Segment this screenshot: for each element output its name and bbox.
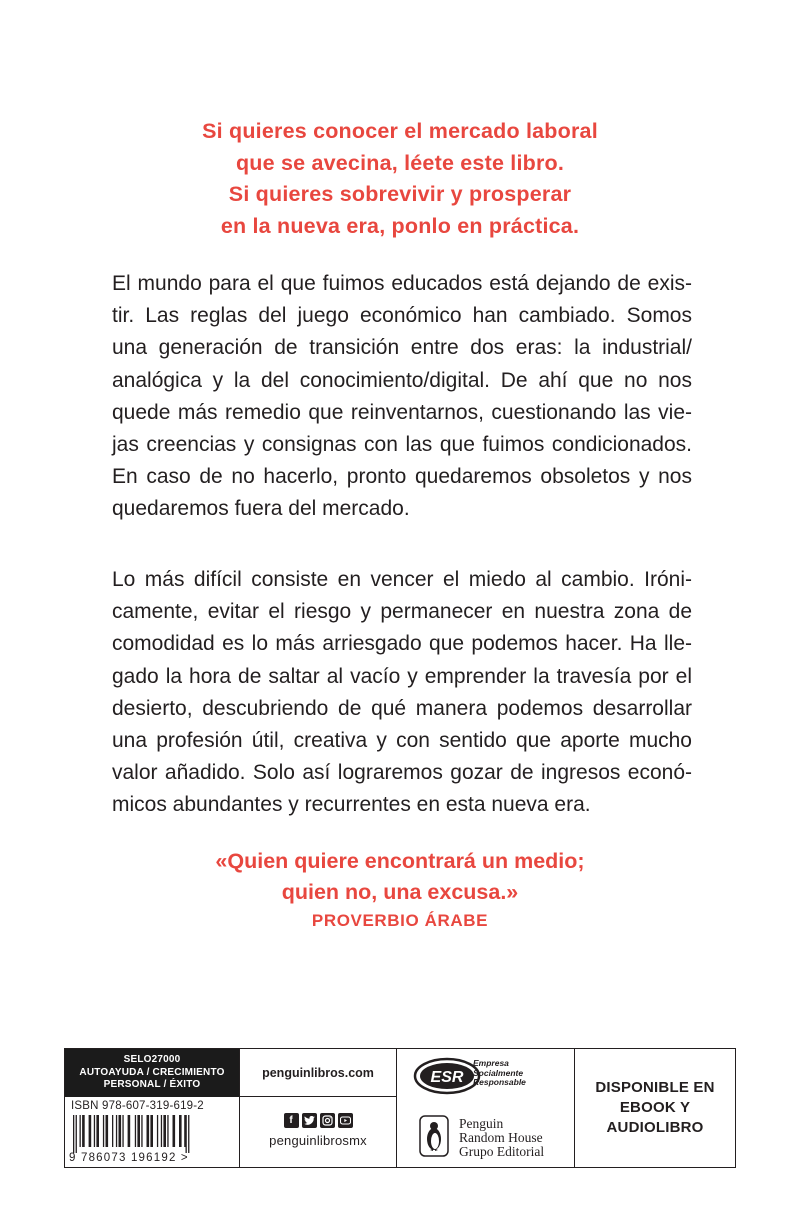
- publisher-name: [459, 1117, 544, 1159]
- sku-code: SELO27000: [123, 1054, 181, 1065]
- text-line: analógica y la del conocimiento/digital. De ahí que no nos: [112, 368, 692, 392]
- tagline-line: Si quieres conocer el mercado laboral: [202, 119, 598, 143]
- quote-author: PROVERBIO ÁRABE: [311, 911, 489, 930]
- tagline: [0, 116, 800, 242]
- publisher-line: Grupo Editorial: [459, 1144, 545, 1159]
- synopsis-paragraph-1: [112, 268, 692, 526]
- publisher-line: Random House: [459, 1130, 543, 1145]
- esr-line: Responsable: [473, 1077, 526, 1087]
- text-line: micos abundantes y recurrentes en esta nueva era.: [112, 793, 591, 817]
- category-box: [65, 1049, 239, 1097]
- text-line: jas creencias y consignas con las que fuimos condicionados.: [112, 433, 692, 457]
- text-line: quedaremos fuera del mercado.: [112, 497, 410, 521]
- text-line: quede más remedio que reinventarnos, cuestionando las vie-: [112, 400, 692, 424]
- text-line: En caso de no hacerlo, pronto quedaremos obsoletos y nos: [112, 465, 692, 489]
- text-line: comodidad es lo más arriesgado que podemos hacer. Ha lle-: [112, 632, 692, 656]
- publisher-column: [397, 1049, 575, 1167]
- category-line: AUTOAYUDA / CRECIMIENTO: [79, 1066, 225, 1078]
- availability-note: [575, 1049, 735, 1167]
- youtube-icon[interactable]: [338, 1113, 353, 1128]
- text-line: Lo más difícil consiste en vencer el miedo al cambio. Iróni-: [112, 568, 692, 591]
- quote-line-2: quien no, una excusa.»: [281, 880, 519, 904]
- isbn-column: [65, 1049, 240, 1167]
- tagline-line: Si quieres sobrevivir y prosperar: [228, 182, 572, 206]
- esr-text: [473, 1059, 526, 1088]
- barcode-digits: 9 786073 196192 >: [69, 1152, 189, 1164]
- barcode-image: [71, 1115, 233, 1153]
- text-line: una profesión útil, creativa y con sentido que aporte mucho: [112, 729, 692, 753]
- esr-line: Empresa: [473, 1058, 509, 1068]
- penguin-logo-icon: [419, 1115, 449, 1157]
- category-line: PERSONAL / ÉXITO: [103, 1079, 201, 1090]
- publisher-info-band: [64, 1048, 736, 1168]
- tagline-line: que se avecina, léete este libro.: [235, 150, 565, 175]
- isbn-text: ISBN 978-607-319-619-2: [71, 1100, 204, 1112]
- website-link[interactable]: penguinlibros.com: [240, 1049, 396, 1097]
- availability-column: [575, 1049, 735, 1167]
- text-line: valor añadido. Solo así lograremos gozar de ingresos econó-: [112, 761, 692, 785]
- social-handle[interactable]: penguinlibrosmx: [269, 1133, 367, 1148]
- instagram-icon[interactable]: [320, 1113, 335, 1128]
- availability-line-2: EBOOK Y AUDIOLIBRO: [606, 1099, 704, 1136]
- social-icons: [240, 1113, 396, 1128]
- facebook-icon[interactable]: f: [284, 1113, 299, 1128]
- text-line: tir. Las reglas del juego económico han cambiado. Somos: [112, 304, 692, 328]
- text-line: El mundo para el que fuimos educados está dejando de exis-: [112, 272, 692, 295]
- text-line: desierto, descubriendo de qué manera podemos desarrollar: [112, 696, 692, 720]
- tagline-line: en la nueva era, ponlo en práctica.: [220, 213, 580, 238]
- esr-line: Socialmente: [473, 1067, 524, 1078]
- web-column: [240, 1049, 397, 1167]
- synopsis-paragraph-2: [112, 564, 692, 822]
- publisher-line: Penguin: [459, 1116, 504, 1131]
- esr-mark: ESR: [430, 1069, 464, 1086]
- epigraph-quote: [0, 846, 800, 934]
- quote-line-1: «Quien quiere encontrará un medio;: [215, 849, 585, 873]
- text-line: gado la hora de saltar al vacío y emprender la travesía por el: [112, 664, 692, 688]
- text-line: una generación de transición entre dos eras: la industrial/: [112, 336, 692, 360]
- availability-line-1: DISPONIBLE EN: [595, 1079, 715, 1096]
- text-line: camente, evitar el riesgo y permanecer en nuestra zona de: [112, 600, 692, 624]
- twitter-icon[interactable]: [302, 1113, 317, 1128]
